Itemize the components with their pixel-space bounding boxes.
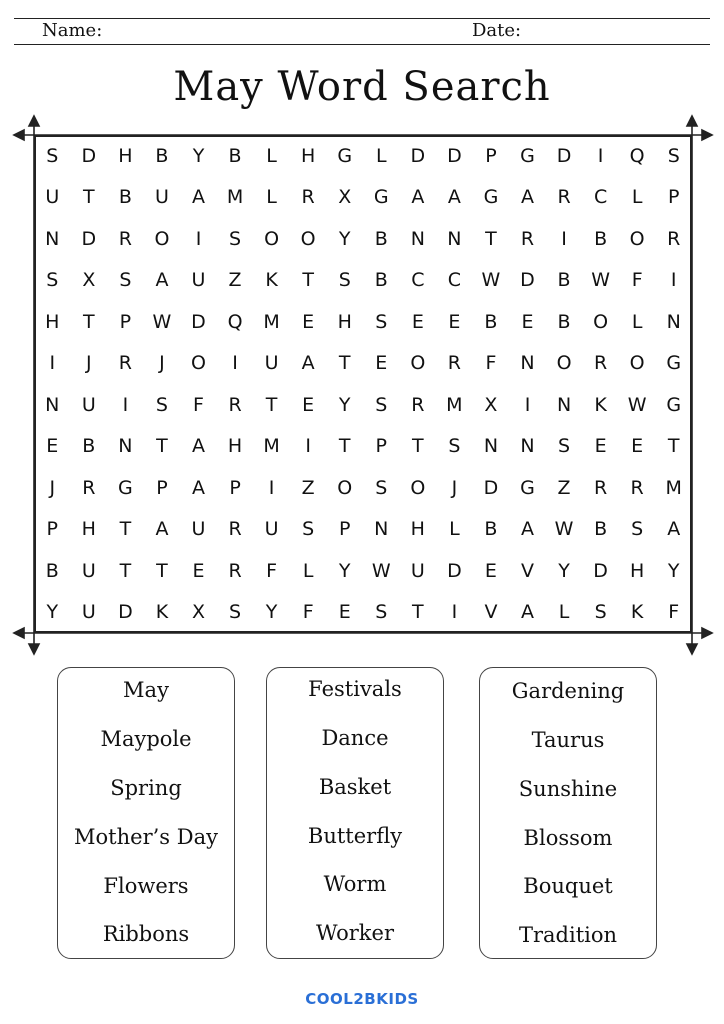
grid-letter: C xyxy=(447,269,462,292)
grid-letter: W xyxy=(554,518,574,541)
grid-letter: D xyxy=(81,227,97,250)
word-item: Basket xyxy=(318,775,392,799)
grid-letter: L xyxy=(302,559,314,582)
grid-letter: A xyxy=(155,518,169,541)
grid-letter: E xyxy=(46,435,59,458)
grid-letter: H xyxy=(81,518,96,541)
grid-letter: S xyxy=(338,269,351,292)
grid-letter: K xyxy=(265,269,278,292)
grid-letter: P xyxy=(156,476,168,499)
grid-letter: X xyxy=(82,269,96,292)
top-right-arrow-icon xyxy=(702,130,712,140)
grid-letter: R xyxy=(667,227,681,250)
grid-letter: E xyxy=(448,310,461,333)
bottom-right-arrow-icon xyxy=(702,628,712,638)
grid-letter: I xyxy=(122,393,129,416)
grid-letter: Y xyxy=(558,559,570,582)
top-left-arrow-icon xyxy=(14,130,24,140)
word-item: Dance xyxy=(321,726,389,750)
grid-letter: G xyxy=(520,476,535,499)
page-title: May Word Search xyxy=(173,64,551,110)
grid-letter: I xyxy=(561,227,567,250)
grid-letter: R xyxy=(118,352,132,375)
word-item: Worker xyxy=(315,921,395,945)
grid-letter: S xyxy=(229,601,242,624)
grid-letter: D xyxy=(447,559,462,582)
grid-letter: Y xyxy=(338,393,351,416)
grid-letter: E xyxy=(338,601,351,624)
grid-letter: G xyxy=(373,186,389,209)
grid-letter: N xyxy=(410,227,425,250)
grid-letter: O xyxy=(337,476,353,499)
left-bottom-arrow-icon xyxy=(29,644,39,654)
grid-letter: L xyxy=(631,310,643,333)
grid-letter: B xyxy=(557,310,571,333)
grid-letter: W xyxy=(481,269,501,292)
letter-grid xyxy=(34,135,692,633)
grid-letter: M xyxy=(263,435,280,458)
grid-letter: C xyxy=(593,186,608,209)
grid-letter: D xyxy=(556,144,572,167)
grid-letter: H xyxy=(301,144,316,167)
grid-letter: P xyxy=(375,435,387,458)
grid-letter: A xyxy=(520,186,534,209)
grid-letter: L xyxy=(375,144,387,167)
grid-letter: P xyxy=(229,476,241,499)
grid-letter: S xyxy=(448,435,461,458)
grid-letter: D xyxy=(483,476,499,499)
grid-letter: F xyxy=(302,601,314,624)
grid-letter: A xyxy=(447,186,461,209)
grid-letter: N xyxy=(45,227,60,250)
grid-letter: B xyxy=(228,144,242,167)
grid-letter: H xyxy=(45,310,60,333)
grid-letter: P xyxy=(485,144,497,167)
grid-letter: D xyxy=(118,601,133,624)
grid-letter: T xyxy=(265,393,278,416)
grid-letter: R xyxy=(594,476,608,499)
grid-letter: J xyxy=(159,352,165,375)
grid-letter: B xyxy=(118,186,132,209)
grid-letter: S xyxy=(46,144,59,167)
name-label: Name: xyxy=(42,20,103,41)
grid-letter: K xyxy=(594,393,607,416)
grid-letter: O xyxy=(629,227,645,250)
grid-letter: G xyxy=(520,144,535,167)
grid-letter: B xyxy=(484,518,498,541)
site-logo: COOL2BKIDS xyxy=(305,990,419,1008)
grid-letter: B xyxy=(557,269,571,292)
grid-letter: D xyxy=(410,144,426,167)
grid-letter: D xyxy=(81,144,97,167)
grid-letter: P xyxy=(46,518,58,541)
word-item: Mother’s Day xyxy=(74,825,218,849)
grid-letter: D xyxy=(447,144,462,167)
grid-letter: T xyxy=(156,435,168,458)
grid-letter: F xyxy=(485,352,497,375)
grid-letter: U xyxy=(264,518,279,541)
grid-letter: K xyxy=(630,601,644,624)
grid-letter: S xyxy=(375,393,388,416)
word-item: Blossom xyxy=(523,826,613,850)
grid-letter: B xyxy=(374,269,388,292)
header-bottom-rule xyxy=(14,44,710,45)
grid-letter: Y xyxy=(265,601,278,624)
grid-letter: G xyxy=(666,393,682,416)
grid-letter: R xyxy=(118,227,132,250)
grid-letter: P xyxy=(119,310,132,333)
grid-letter: W xyxy=(371,559,391,582)
grid-letter: O xyxy=(300,227,316,250)
grid-letter: H xyxy=(118,144,133,167)
word-item: Bouquet xyxy=(523,874,613,898)
grid-letter: T xyxy=(412,435,424,458)
grid-letter: A xyxy=(411,186,425,209)
grid-letter: G xyxy=(483,186,499,209)
grid-letter: T xyxy=(83,186,95,209)
word-list-box-2 xyxy=(266,667,444,959)
word-list-box-1 xyxy=(57,667,235,959)
grid-letter: I xyxy=(305,435,311,458)
grid-letter: G xyxy=(666,352,682,375)
grid-letter: O xyxy=(410,476,426,499)
right-top-arrow-icon xyxy=(687,116,697,126)
grid-letter: L xyxy=(558,601,570,624)
grid-letter: E xyxy=(192,559,205,582)
date-label: Date: xyxy=(472,20,522,41)
right-bottom-arrow-icon xyxy=(687,644,697,654)
grid-letter: S xyxy=(667,144,680,167)
grid-letter: Y xyxy=(192,144,205,167)
grid-letter: V xyxy=(484,601,498,624)
grid-letter: M xyxy=(446,393,463,416)
grid-letter: U xyxy=(264,352,279,375)
grid-letter: R xyxy=(594,352,608,375)
grid-letter: S xyxy=(631,518,644,541)
grid-letter: R xyxy=(630,476,644,499)
word-item: Gardening xyxy=(511,679,625,703)
grid-letter: I xyxy=(195,227,202,250)
grid-letter: E xyxy=(302,393,315,416)
grid-letter: N xyxy=(666,310,681,333)
grid-letter: E xyxy=(631,435,644,458)
grid-letter: Z xyxy=(228,269,242,292)
grid-letter: E xyxy=(375,352,388,375)
grid-letter: W xyxy=(627,393,647,416)
grid-letter: L xyxy=(449,518,460,541)
grid-letter: L xyxy=(631,186,643,209)
grid-letter: O xyxy=(556,352,572,375)
grid-letter: U xyxy=(191,269,206,292)
grid-letter: I xyxy=(451,601,458,624)
word-item: Worm xyxy=(323,872,387,896)
grid-letter: Z xyxy=(301,476,315,499)
grid-letter: I xyxy=(232,352,238,375)
grid-letter: C xyxy=(411,269,425,292)
grid-letter: H xyxy=(630,559,645,582)
grid-letter: E xyxy=(302,310,315,333)
word-search-grid xyxy=(34,135,692,633)
grid-letter: U xyxy=(191,518,206,541)
grid-letter: Z xyxy=(557,476,571,499)
word-item: Flowers xyxy=(103,874,189,898)
grid-letter: I xyxy=(268,476,275,499)
grid-letter: O xyxy=(264,227,280,250)
word-list-box-3 xyxy=(479,667,657,959)
grid-letter: Y xyxy=(667,559,680,582)
grid-letter: E xyxy=(411,310,424,333)
grid-letter: A xyxy=(155,269,169,292)
grid-letter: N xyxy=(447,227,462,250)
grid-letter: R xyxy=(520,227,535,250)
grid-letter: T xyxy=(119,518,132,541)
grid-letter: A xyxy=(667,518,681,541)
grid-letter: D xyxy=(520,269,535,292)
grid-letter: B xyxy=(82,435,96,458)
grid-letter: N xyxy=(520,435,535,458)
grid-letter: X xyxy=(484,393,498,416)
grid-letter: B xyxy=(45,559,59,582)
grid-letter: U xyxy=(45,186,60,209)
grid-letter: X xyxy=(191,601,205,624)
grid-letter: N xyxy=(374,518,389,541)
grid-letter: F xyxy=(266,559,278,582)
grid-letter: M xyxy=(226,186,244,209)
grid-letter: M xyxy=(263,310,280,333)
word-item: Butterfly xyxy=(307,824,403,848)
grid-letter: N xyxy=(520,352,535,375)
grid-letter: T xyxy=(338,435,351,458)
grid-letter: I xyxy=(49,352,56,375)
grid-letter: U xyxy=(81,559,96,582)
grid-letter: Y xyxy=(338,559,351,582)
word-item: Taurus xyxy=(531,728,605,752)
grid-letter: R xyxy=(301,186,315,209)
grid-letter: F xyxy=(668,601,680,624)
grid-letter: J xyxy=(49,476,56,499)
grid-letter: R xyxy=(228,518,242,541)
grid-letter: T xyxy=(412,601,424,624)
grid-letter: B xyxy=(155,144,169,167)
grid-letter: B xyxy=(484,310,498,333)
grid-letter: Q xyxy=(227,310,243,333)
grid-letter: Y xyxy=(46,601,59,624)
grid-letter: S xyxy=(594,601,607,624)
header-top-rule xyxy=(14,18,710,19)
grid-letter: S xyxy=(375,476,388,499)
grid-letter: Q xyxy=(629,144,645,167)
grid-letter: R xyxy=(447,352,461,375)
grid-letter: P xyxy=(338,518,351,541)
left-top-arrow-icon xyxy=(29,116,39,126)
grid-letter: U xyxy=(410,559,425,582)
grid-letter: E xyxy=(594,435,607,458)
grid-letter: V xyxy=(520,559,534,582)
word-item: Spring xyxy=(110,776,182,800)
grid-letter: S xyxy=(46,269,59,292)
grid-letter: I xyxy=(670,269,677,292)
grid-letter: O xyxy=(410,352,426,375)
bottom-left-arrow-icon xyxy=(14,628,24,638)
grid-letter: P xyxy=(667,186,680,209)
grid-letter: T xyxy=(119,559,132,582)
grid-letter: B xyxy=(594,518,608,541)
grid-letter: U xyxy=(81,601,96,624)
grid-letter: T xyxy=(83,310,95,333)
grid-letter: O xyxy=(191,352,206,375)
grid-letter: U xyxy=(81,393,96,416)
grid-letter: D xyxy=(191,310,206,333)
grid-letter: S xyxy=(375,601,388,624)
grid-letter: D xyxy=(593,559,608,582)
grid-letter: E xyxy=(521,310,534,333)
grid-letter: R xyxy=(82,476,96,499)
grid-letter: L xyxy=(266,186,277,209)
grid-letter: N xyxy=(483,435,499,458)
grid-letter: U xyxy=(154,186,169,209)
grid-letter: S xyxy=(375,310,388,333)
grid-letter: T xyxy=(302,269,314,292)
grid-letter: I xyxy=(524,393,531,416)
grid-letter: A xyxy=(191,435,205,458)
grid-letter: O xyxy=(593,310,609,333)
grid-letter: F xyxy=(631,269,643,292)
grid-letter: S xyxy=(302,518,315,541)
word-item: Festivals xyxy=(308,677,402,701)
grid-letter: N xyxy=(45,393,60,416)
grid-letter: T xyxy=(338,352,351,375)
grid-letter: H xyxy=(227,435,243,458)
grid-letter: N xyxy=(118,435,133,458)
grid-letter: K xyxy=(155,601,169,624)
grid-letter: Y xyxy=(338,227,351,250)
grid-letter: B xyxy=(374,227,388,250)
grid-letter: A xyxy=(520,601,534,624)
grid-letter: S xyxy=(155,393,168,416)
grid-letter: T xyxy=(485,227,497,250)
grid-letter: R xyxy=(557,186,571,209)
grid-letter: X xyxy=(338,186,352,209)
grid-letter: M xyxy=(665,476,682,499)
grid-letter: T xyxy=(667,435,680,458)
word-item: Ribbons xyxy=(102,922,190,946)
grid-letter: R xyxy=(411,393,425,416)
grid-letter: A xyxy=(191,476,205,499)
grid-letter: J xyxy=(451,476,458,499)
grid-letter: O xyxy=(629,352,645,375)
grid-letter: R xyxy=(228,559,242,582)
grid-letter: W xyxy=(591,269,610,292)
word-item: Tradition xyxy=(518,923,618,947)
word-item: May xyxy=(123,678,169,702)
grid-letter: H xyxy=(337,310,352,333)
grid-letter: S xyxy=(119,269,132,292)
word-item: Sunshine xyxy=(518,777,618,801)
grid-letter: L xyxy=(266,144,277,167)
grid-letter: A xyxy=(191,186,205,209)
grid-letter: S xyxy=(558,435,571,458)
grid-letter: N xyxy=(556,393,572,416)
word-item: Maypole xyxy=(100,727,192,751)
grid-letter: T xyxy=(156,559,168,582)
grid-letter: O xyxy=(154,227,170,250)
grid-letter: B xyxy=(594,227,608,250)
grid-letter: E xyxy=(484,559,497,582)
grid-letter: G xyxy=(337,144,353,167)
grid-letter: A xyxy=(301,352,315,375)
grid-letter: R xyxy=(228,393,242,416)
grid-letter: S xyxy=(229,227,242,250)
grid-letter: I xyxy=(597,144,604,167)
grid-letter: F xyxy=(193,393,204,416)
grid-letter: G xyxy=(118,476,133,499)
grid-letter: H xyxy=(410,518,425,541)
grid-letter: W xyxy=(152,310,172,333)
grid-letter: J xyxy=(86,352,92,375)
grid-letter: A xyxy=(520,518,534,541)
